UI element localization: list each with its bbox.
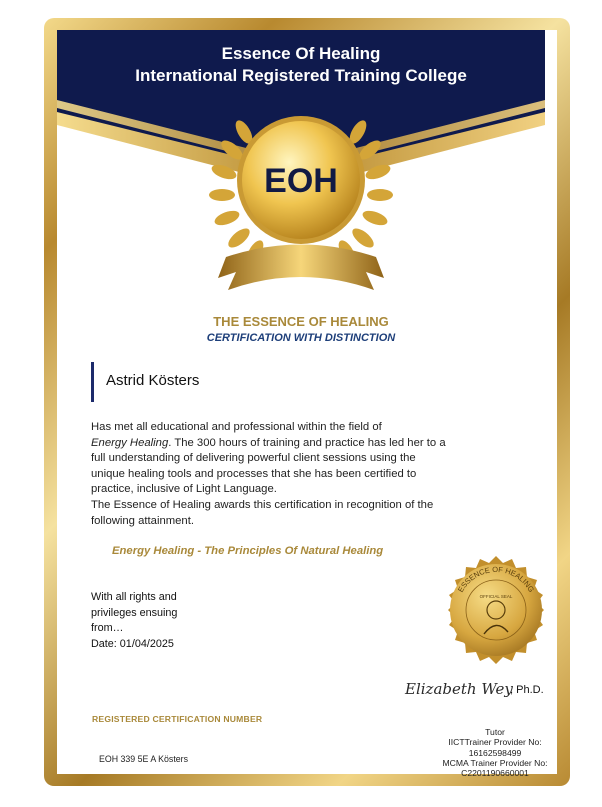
emblem [196, 92, 406, 302]
registration-number: EOH 339 5E A Kösters [99, 754, 188, 764]
body-intro: Has met all educational and professional within the field of [91, 421, 382, 433]
signature: Elizabeth Wey [405, 680, 513, 698]
tutor-line-2: 16162598499 [468, 747, 522, 758]
rights-block [91, 590, 221, 652]
official-seal [440, 554, 552, 666]
ribbon-icon [218, 245, 384, 291]
seal-arc-text: ESSENCE OF HEALING [456, 564, 536, 594]
college-name: Essence Of Healing [221, 44, 381, 63]
tutor-role: Tutor [485, 727, 505, 737]
seal-center-text: OFFICIAL SEAL [479, 594, 513, 599]
recipient-name: Astrid Kösters [106, 372, 200, 389]
certificate-body [91, 420, 451, 529]
registration-label: REGISTERED CERTIFICATION NUMBER [92, 714, 263, 724]
rights-line-2: privileges ensuing [91, 606, 178, 619]
certificate-title: THE ESSENCE OF HEALING [213, 314, 389, 329]
seal-face [450, 564, 542, 656]
body-field: Energy Healing [91, 436, 169, 449]
tutor-line-1: IICTTrainer Provider No: [448, 737, 542, 748]
tutor-block [420, 727, 570, 778]
issue-date: Date: 01/04/2025 [91, 637, 174, 650]
rights-line-3: from… [91, 622, 124, 634]
tutor-line-4: C2201190660001 [461, 768, 529, 779]
signature-suffix: , Ph.D. [510, 684, 544, 696]
body-awards: The Essence of Healing awards this certification in recognition of the following attainment. [91, 498, 434, 527]
tutor-line-3: MCMA Trainer Provider No: [442, 757, 548, 768]
emblem-monogram: EOH [264, 162, 338, 200]
attainment-title: Energy Healing - The Principles Of Natural Healing [112, 545, 384, 557]
name-accent-bar [91, 362, 94, 402]
body-continuation: . The 300 hours of training and practice has led her to a full understanding of delivering powerful client sessions using the unique healing tools and processes that she has been certified to practice, inclusive of Light Language. [91, 436, 446, 496]
certificate-subtitle: CERTIFICATION WITH DISTINCTION [206, 332, 396, 344]
college-subtitle: International Registered Training College [135, 66, 467, 85]
rights-line-1: With all rights and [91, 591, 177, 603]
